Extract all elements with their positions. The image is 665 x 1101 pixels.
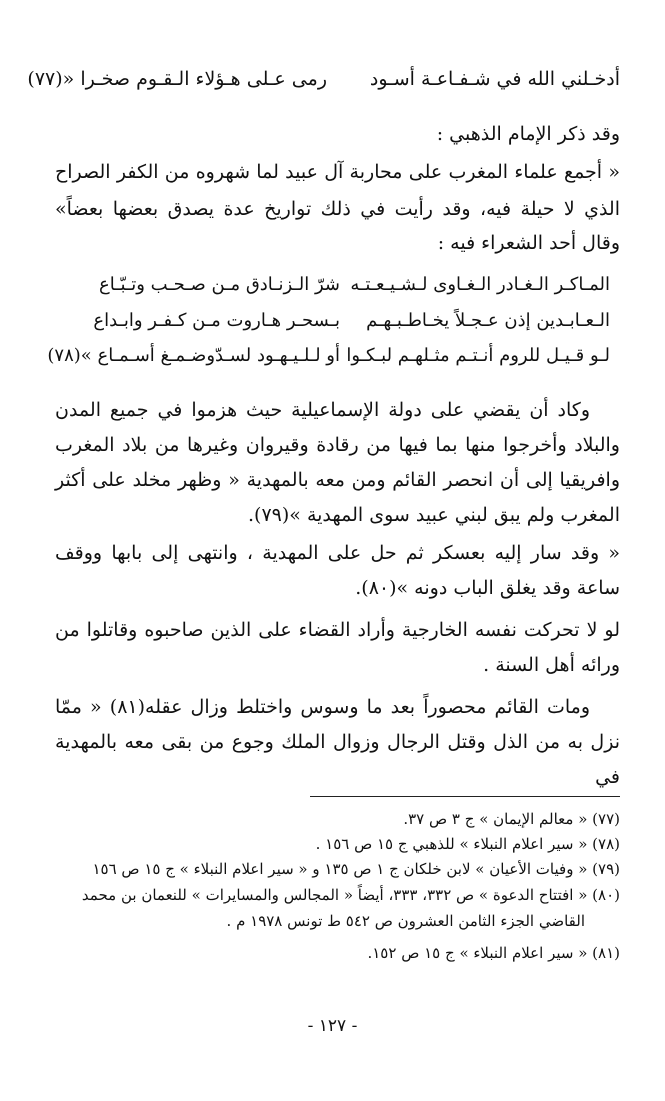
paragraph-4: ومات القائم محصوراً بعد ما وسوس واختلط وزال عقله(٨١) « ممّا نزل به من الذل وقتل الرجال وزوال الملك وجوع من بقى معه بالمهدية في [55, 696, 620, 788]
verse-1-left: شرّ الـزنـادق مـن صـحـب وتـبّـاع [99, 274, 340, 295]
verse-3-left: أو لـلـيـهـود لسـدّوضـمـغ أسـمـاع »(٧٨) [47, 345, 340, 366]
footnote-77: (٧٧) « معالم الإيمان » ج ٣ ص ٣٧. [403, 810, 620, 828]
header-verse-left: رمى عـلى هـؤلاء الـقـوم صخـرا «(٧٧) [27, 68, 327, 90]
footnote-separator [310, 796, 620, 797]
paragraph-3: لو لا تحركت نفسه الخارجية وأراد القضاء على الذين صاحبوه وقاتلوا من ورائه أهل السنة . [55, 619, 620, 676]
paragraph-2: « وقد سار إليه بعسكر ثم حل على المهدية ، وانتهى إلى بابها ووقف ساعة وقد يغلق الباب دونه »(٨٠). [55, 542, 620, 599]
verse-2 [70, 310, 610, 340]
verse-2-left: بـسحـر هـاروت مـن كـفـر وابـداع [93, 310, 340, 331]
quote1-line-3: وقال أحد الشعراء فيه : [437, 232, 620, 254]
intro-line: وقد ذكر الإمام الذهبي : [436, 123, 620, 145]
verse-2-right: الـعـابـدين إذن عـجـلاً يخـاطـبـهـم [366, 310, 610, 331]
footnote-80: (٨٠) « افتتاح الدعوة » ص ٣٣٢، ٣٣٣، أيضاً « المجالس والمسايرات » للنعمان بن محمد [81, 886, 620, 904]
footnote-78: (٧٨) « سير اعلام النبلاء » للذهبي ج ١٥ ص ١٥٦ . [315, 835, 620, 853]
header-verse-right: أدخـلني الله في شـفـاعـة أسـود [369, 68, 620, 90]
footnote-79: (٧٩) « وفيات الأعيان » لابن خلكان ج ١ ص ١٣٥ و « سير اعلام النبلاء » ج ١٥ ص ١٥٦ [92, 860, 620, 878]
verse-1-right: المـاكـر الـغـادر الـغـاوى لـشـيـعـتـه [350, 274, 610, 295]
paragraph-1: وكاد أن يقضي على دولة الإسماعيلية حيث هزموا في جميع المدن والبلاد وأخرجوا منها بما فيها من رقادة وقيروان وغيرها من بلاد المغرب وافريقيا إلى أن انحصر القائم ومن معه بالمهدية « وظهر مخلد على أكثر المغرب ولم يبق لبني عبيد سوى المهدية »(٧٩). [55, 399, 620, 526]
page-number: - ١٢٧ - [307, 1016, 358, 1036]
verse-1 [70, 274, 610, 304]
footnote-81: (٨١) « سير اعلام النبلاء » ج ١٥ ص ١٥٢. [367, 944, 620, 962]
quote1-line-2: الذي لا حيلة فيه، وقد رأيت في ذلك تواريخ عدة يصدق بعضها بعضاً» [55, 198, 620, 220]
quote1-line-1: « أجمع علماء المغرب على محاربة آل عبيد لما شهروه من الكفر الصراح [55, 161, 620, 183]
verse-3 [47, 345, 610, 375]
footnote-80-continued: القاضي الجزء الثامن العشرون ص ٥٤٢ ط تونس ١٩٧٨ م . [226, 912, 585, 930]
verse-3-right: لـو قـيـل للروم أنـتـم مثـلهـم لبـكـوا [346, 345, 610, 366]
